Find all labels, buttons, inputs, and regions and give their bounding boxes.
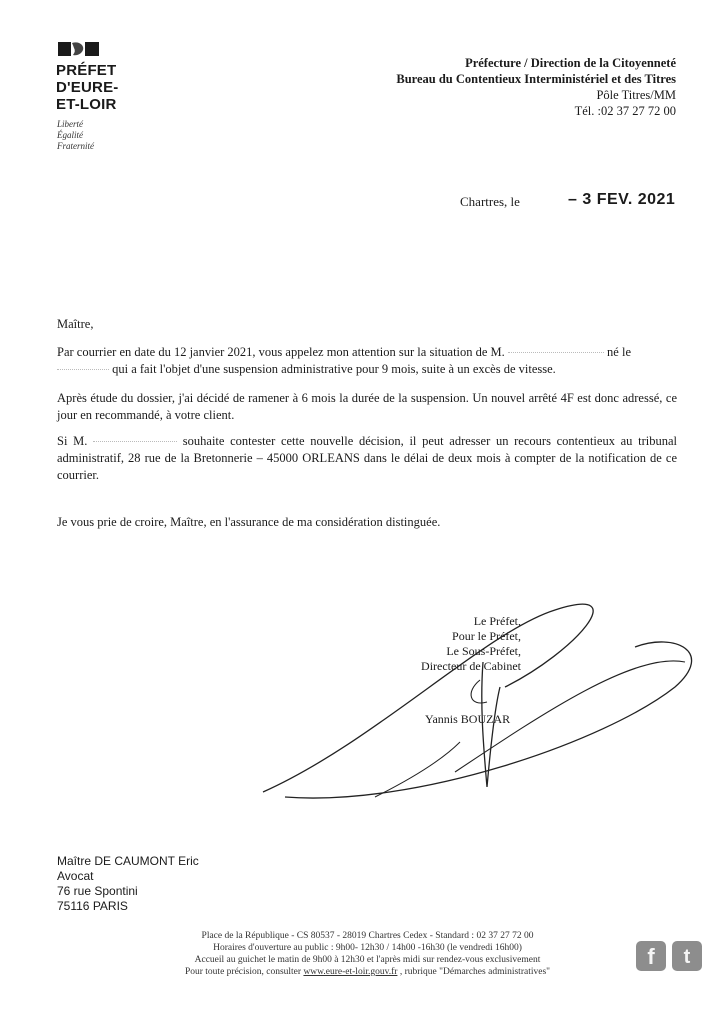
header-phone: Tél. :02 37 27 72 00 xyxy=(574,104,676,118)
signature-title-2: Pour le Préfet, xyxy=(452,629,521,643)
salutation: Maître, xyxy=(57,317,94,331)
footer-hours: Horaires d'ouverture au public : 9h00- 12h30 / 14h00 -16h30 (le vendredi 16h00) xyxy=(213,943,522,953)
redacted-birthdate xyxy=(57,369,109,372)
paragraph-2: Après étude du dossier, j'ai décidé de ramener à 6 mois la durée de la suspension. Un nouvel arrêté 4F est donc adressé, ce jour en recommandé, à votre client. xyxy=(57,391,677,422)
header-direction: Préfecture / Direction de la Citoyenneté xyxy=(465,56,676,70)
paragraph-1-part-a: Par courrier en date du 12 janvier 2021, vous appelez mon attention sur la situation de M. xyxy=(57,345,505,359)
paragraph-3-part-b: souhaite contester cette nouvelle décision, il peut adresser un recours contentieux au tribunal administratif, 28 rue de la Bretonnerie – 45000 ORLEANS dans le délai de deux mois à compter de la notification de ce courrier. xyxy=(57,434,678,482)
twitter-icon[interactable]: t xyxy=(672,941,702,971)
paragraph-3 xyxy=(57,433,677,484)
paragraph-3-part-a: Si M. xyxy=(57,434,88,448)
recipient-street: 76 rue Spontini xyxy=(57,884,138,898)
footer-reception: Accueil au guichet le matin de 9h00 à 12h30 et l'après midi sur rendez-vous exclusivement xyxy=(194,955,541,965)
paragraph-1-part-c: qui a fait l'objet d'une suspension administrative pour 9 mois, suite à un excès de vitesse. xyxy=(112,362,556,376)
logo-text-line3: ET-LOIR xyxy=(56,96,117,113)
redacted-name xyxy=(508,352,604,355)
marianne-logo-icon xyxy=(58,40,100,58)
handwritten-signature xyxy=(255,592,695,812)
motto-egalite: Égalité xyxy=(57,130,83,140)
closing-formula: Je vous prie de croire, Maître, en l'assurance de ma considération distinguée. xyxy=(57,515,441,529)
signature-title-1: Le Préfet, xyxy=(473,614,521,628)
date-label: Chartres, le xyxy=(460,194,520,209)
recipient-city: 75116 PARIS xyxy=(57,899,128,913)
signature-title-3: Le Sous-Préfet, xyxy=(446,644,521,658)
footer-address: Place de la République - CS 80537 - 28019 Chartres Cedex - Standard : 02 37 27 72 00 xyxy=(201,931,534,941)
signatory-name: Yannis BOUZAR xyxy=(425,712,511,726)
footer-info-suffix: , rubrique "Démarches administratives" xyxy=(399,967,551,977)
paragraph-1 xyxy=(57,344,677,378)
date-stamp: – 3 FEV. 2021 xyxy=(568,191,676,208)
paragraph-1-part-b: né le xyxy=(607,345,631,359)
logo-text-line2: D'EURE- xyxy=(56,79,119,96)
header-pole: Pôle Titres/MM xyxy=(596,88,676,102)
footer-info-prefix: Pour toute précision, consulter xyxy=(184,967,302,977)
motto-fraternite: Fraternité xyxy=(57,141,94,151)
footer-info xyxy=(120,966,615,978)
logo-text-line1: PRÉFET xyxy=(56,62,117,79)
facebook-icon[interactable]: f xyxy=(636,941,666,971)
signature-title-4: Directeur de Cabinet xyxy=(421,659,521,673)
motto-liberte: Liberté xyxy=(57,119,83,129)
website-link[interactable]: www.eure-et-loir.gouv.fr xyxy=(303,967,398,977)
recipient-name: Maître DE CAUMONT Eric xyxy=(57,854,199,868)
header-bureau: Bureau du Contentieux Interministériel et des Titres xyxy=(396,72,676,86)
recipient-title: Avocat xyxy=(57,869,94,883)
redacted-name-2 xyxy=(93,441,177,444)
